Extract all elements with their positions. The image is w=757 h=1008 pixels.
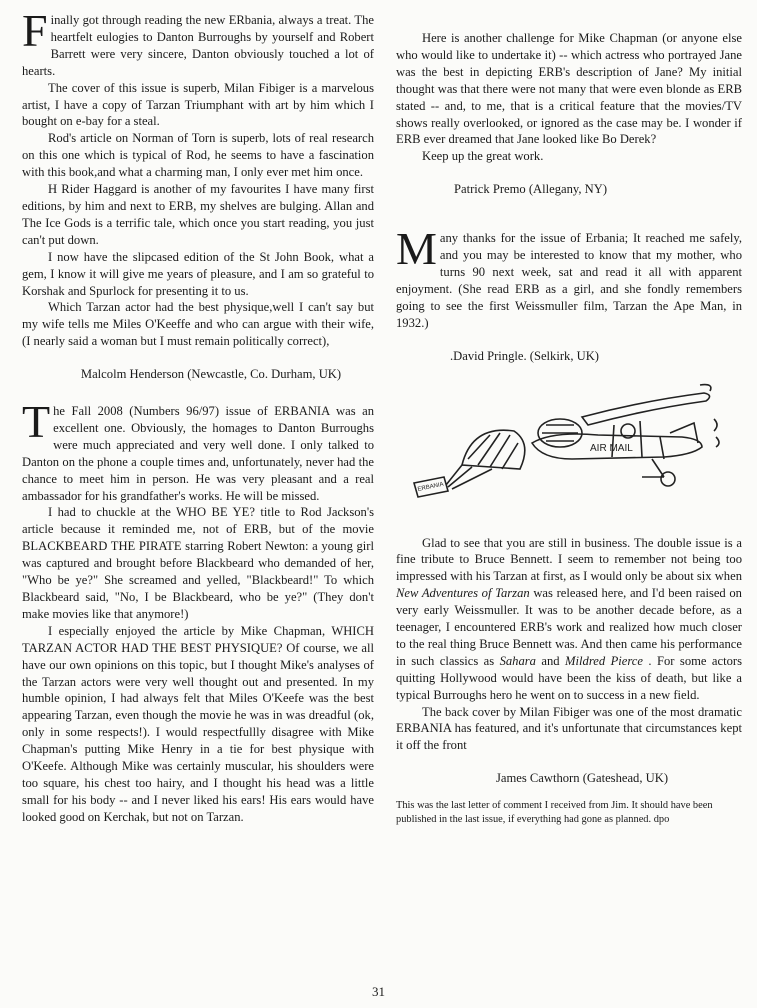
drop-cap: M <box>396 223 437 275</box>
film-title: Sahara <box>499 653 536 668</box>
letter-paragraph: The Fall 2008 (Numbers 96/97) issue of ERBANIA was an excellent one. Obviously, the homages to Danton Burroughs were much appreciated and very well done. I only talked to Danton on the phone a couple times and, unfortunately, never had the chance to meet him in person. He was very pleasant and a real ambassador for his grandfather's works. He will be missed. <box>22 396 374 503</box>
drop-cap: T <box>22 396 51 448</box>
parachute-icon <box>462 430 525 469</box>
letter-paragraph: Keep up the great work. <box>422 149 544 164</box>
letter-premo-continued <box>396 30 742 198</box>
plane-wing-icon <box>582 393 710 425</box>
letter-paragraph: I now have the slipcased edition of the St John Book, what a gem, I know it will give me years of pleasure, and I am so grateful to Korshak and Spurlock for presenting it to us. <box>22 249 374 298</box>
letter-paragraph: I especially enjoyed the article by Mike Chapman, WHICH TARZAN ACTOR HAD THE BEST PHYSIQUE? Of course, we all have our own opinions on this topic, but I thought Mike's analyses of the Tarzan actors were very well thought out and presented. In my humble opinion, I had always felt that Miles O'Keefe was the best appearing Tarzan, even though the movie he was in was dreadful (ok, only in some respects!). I would respectfullly disagree with Mike Chapman's putting Mike Henry in a tie for best physique with O'Keefe. Although Mike was certainly muscular, his shoulders were too square, his chest too hairy, and I thought his head was a little small for his body -- and I never liked his ears! His ears would have looked good on Kerchak, but not on Tarzan. <box>22 623 374 824</box>
letter-signature: .David Pringle. (Selkirk, UK) <box>450 348 600 363</box>
letter-paragraph: Rod's article on Norman of Torn is superb, lots of real research on this one which is typical of Rod, he seems to have a fascination with this book,and what a charming man, I only ever met him once. <box>22 131 374 180</box>
letter-signature: Malcolm Henderson (Newcastle, Co. Durham, UK) <box>80 367 342 382</box>
letter-henderson <box>22 5 374 383</box>
letter-premo <box>22 396 374 826</box>
airmail-plane-illustration <box>402 373 732 501</box>
letter-pringle <box>396 223 742 364</box>
letter-paragraph: Many thanks for the issue of Erbania; It reached me safely, and you may be interested to know that my mother, who turns 90 next week, sat and read it all with apparent enjoyment. (She read ERB as a girl, and she fondly remembers going to see the first Weissmuller film, Tarzan the Ape Man, in 1932.) <box>396 223 742 330</box>
drop-cap: F <box>22 5 48 56</box>
letter-paragraph: H Rider Haggard is another of my favourites I have many first editions, by him and next to ERB, my shelves are bulging. Allan and The Ice Gods is a terrific tale, which once you start reading, you just can't put down. <box>22 182 374 247</box>
letter-paragraph: Which Tarzan actor had the best physique,well I can't say but my wife tells me Miles O'Keeffe and who can argue with their wife, (I nearly said a woman but I must remain politically correct), <box>22 300 374 349</box>
letter-paragraph: The cover of this issue is superb, Milan Fibiger is a marvelous artist, I have a copy of Tarzan Triumphant with art by him which I bought on e-bay for a steal. <box>22 80 374 129</box>
package-label: ERBANIA <box>417 481 445 493</box>
letter-signature: James Cawthorn (Gateshead, UK) <box>495 771 669 786</box>
letter-paragraph: The back cover by Milan Fibiger was one of the most dramatic ERBANIA has featured, and it's unfortunate that circumstances kept it off the front <box>396 704 742 753</box>
letter-paragraph: I had to chuckle at the WHO BE YE? title to Rod Jackson's article because it reminded me, not of ERB, but of the movie BLACKBEARD THE PIRATE starring Robert Newton: a young girl was captured and brought before Blackbeard who demanded of her, "Who be ye?" She screamed and yelled, "Blackbeard!" To which Blackbeard said, "No, I be Blackbeard, who be ye?" (They don't make movies like that anymore!) <box>22 505 374 621</box>
right-column <box>396 30 742 826</box>
film-title: New Adventures of Tarzan <box>396 586 530 601</box>
plane-label: AIR MAIL <box>590 442 633 454</box>
letter-cawthorn <box>396 535 742 827</box>
letter-paragraph: Finally got through reading the new ERbania, always a treat. The heartfelt eulogies to Danton Burroughs by yourself and Robert Barrett were very sincere, Danton obviously touched a lot of hearts. <box>22 5 374 78</box>
letter-paragraph: Glad to see that you are still in business. The double issue is a fine tribute to Bruce Bennett. I seem to remember not being too impressed with his Tarzan at first, as I would only be about six when New Adventures of Tarzan was released here, and I'd been raised on very early Weissmuller. It was to be another decade before, as a teenager, I encountered ERB's work and realized how much closer to the real thing Bruce Bennett was. And then came his performance in such classics as Sahara and Mildred Pierce . For some actors quitting Hollywood would have been the kiss of death, but like a typical Burroughs hero he went on to success in a new field. <box>396 535 743 702</box>
letter-signature: Patrick Premo (Allegany, NY) <box>454 182 608 197</box>
editor-note: This was the last letter of comment I received from Jim. It should have been published in the last issue, if everything had gone as planned. dpo <box>396 800 713 825</box>
left-column <box>22 5 374 826</box>
page-number: 31 <box>372 984 385 999</box>
film-title: Mildred Pierce <box>565 653 643 668</box>
letter-paragraph: Here is another challenge for Mike Chapman (or anyone else who would like to undertake it) -- which actress who portrayed Jane was the best in depicting ERB's description of Jane? My initial thought was that there were not many that were even blonde as ERB stated -- and, to me, that is a critical feature that the movies/TV shows really overlooked, or ignored as the case may be. I wonder if ERB ever dreamed that Jane looked like Bo Derek? <box>396 31 742 147</box>
